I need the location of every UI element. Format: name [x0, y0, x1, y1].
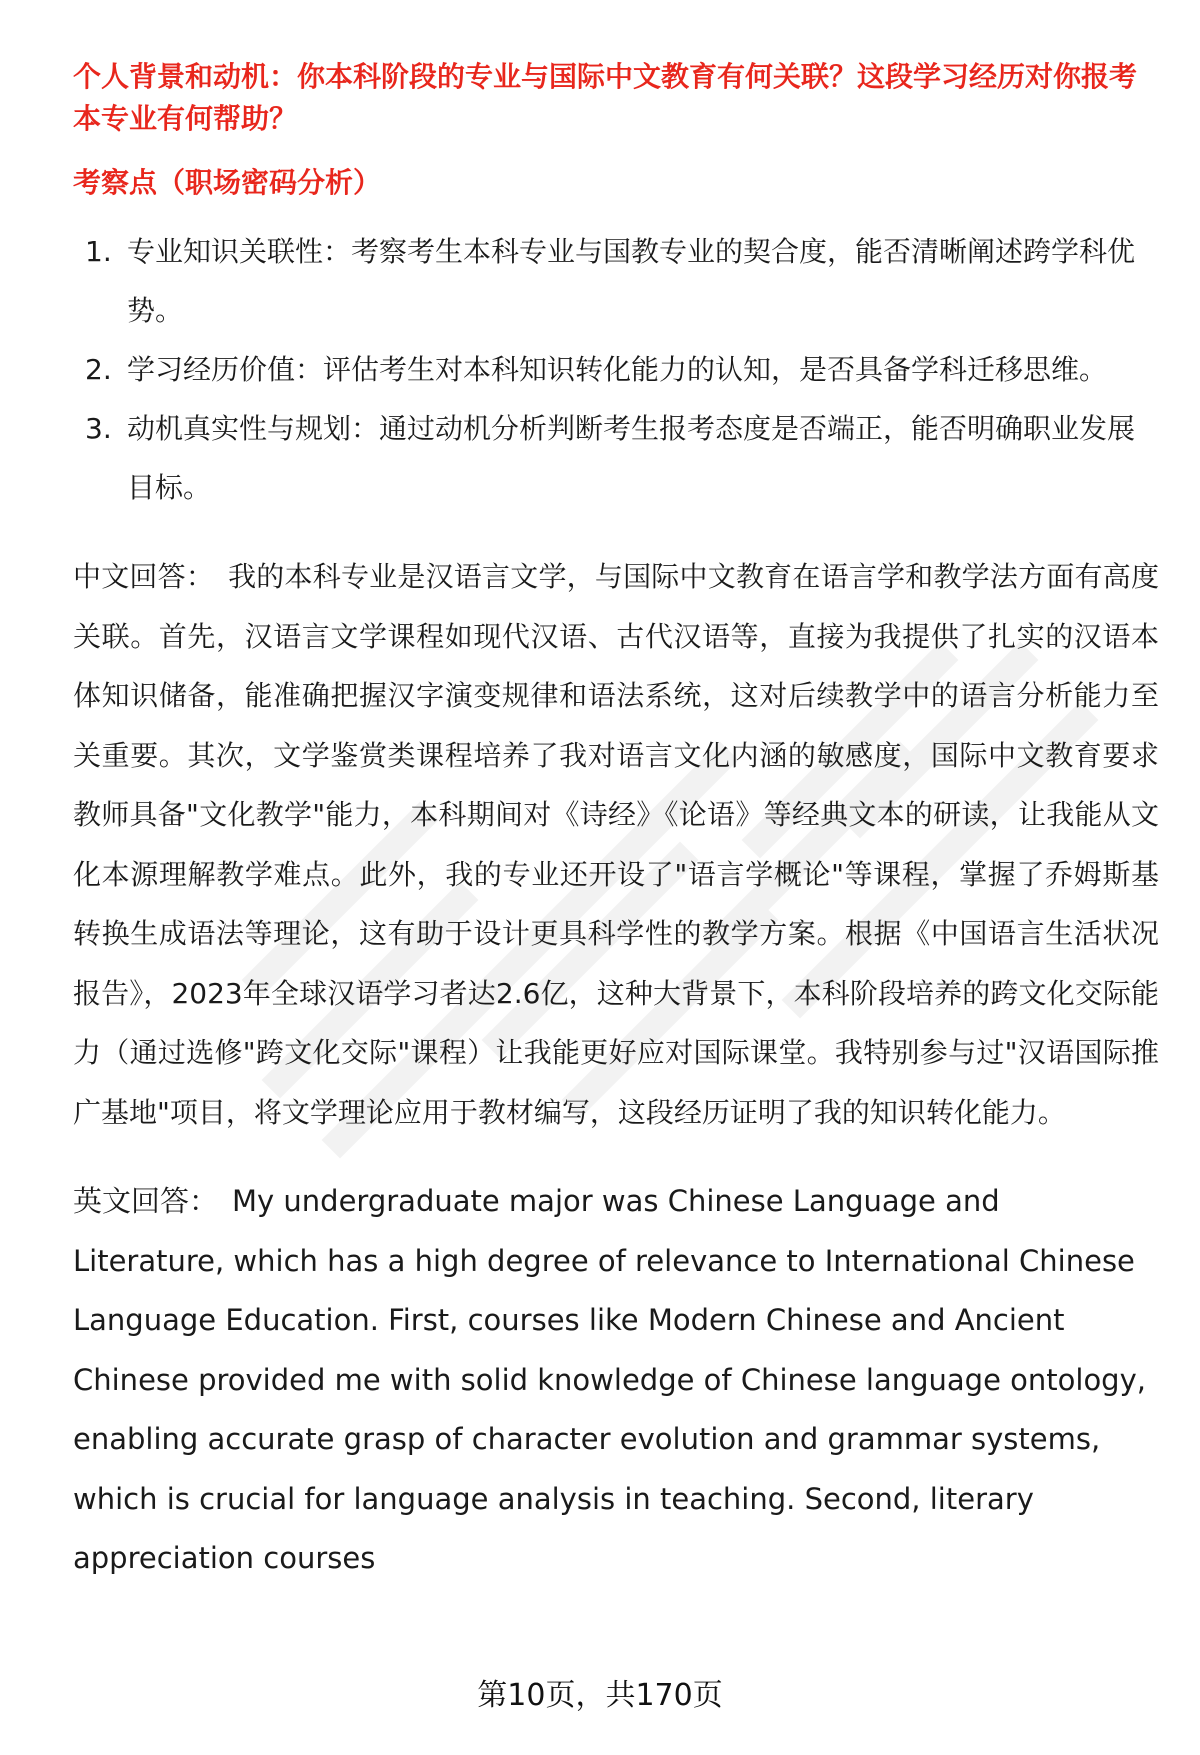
point-number: 3.: [85, 412, 112, 445]
evaluation-point: [73, 222, 1159, 340]
point-text: 专业知识关联性：考察考生本科专业与国教专业的契合度，能否清晰阐述跨学科优势。: [127, 235, 1136, 327]
chinese-answer-label: 中文回答：: [73, 560, 215, 593]
evaluation-point: [73, 399, 1159, 517]
document-page: [73, 56, 1159, 1589]
point-number: 2.: [85, 353, 112, 386]
section-heading: 考察点（职场密码分析）: [73, 166, 382, 199]
question-heading: 个人背景和动机：你本科阶段的专业与国际中文教育有何关联？这段学习经历对你报考本专业有何帮助？: [73, 60, 1138, 135]
point-number: 1.: [85, 235, 112, 268]
chinese-answer-text: 我的本科专业是汉语言文学，与国际中文教育在语言学和教学法方面有高度关联。首先，汉语言文学课程如现代汉语、古代汉语等，直接为我提供了扎实的汉语本体知识储备，能准确把握汉字演变规律和语法系统，这对后续教学中的语言分析能力至关重要。其次，文学鉴赏类课程培养了我对语言文化内涵的敏感度，国际中文教育要求教师具备"文化教学"能力，本科期间对《诗经》《论语》等经典文本的研读，让我能从文化本源理解教学难点。此外，我的专业还开设了"语言学概论"等课程，掌握了乔姆斯基转换生成语法等理论，这有助于设计更具科学性的教学方案。根据《中国语言生活状况报告》，2023年全球汉语学习者达2.6亿，这种大背景下，本科阶段培养的跨文化交际能力（通过选修"跨文化交际"课程）让我能更好应对国际课堂。我特别参与过"汉语国际推广基地"项目，将文学理论应用于教材编写，这段经历证明了我的知识转化能力。: [73, 560, 1159, 1129]
english-answer-label: 英文回答：: [73, 1184, 219, 1218]
chinese-answer: [73, 547, 1159, 1142]
english-answer-text: My undergraduate major was Chinese Language and Literature, which has a high degree of relevance to International Chinese Language Education. First, courses like Modern Chinese and Ancient Chinese provided me with solid knowledge of Chinese language ontology, enabling accurate grasp of character evolution and grammar systems, which is crucial for language analysis in teaching. Second, literary appreciation courses: [73, 1184, 1146, 1575]
point-text: 动机真实性与规划：通过动机分析判断考生报考态度是否端正，能否明确职业发展目标。: [127, 412, 1136, 504]
english-answer: [73, 1172, 1159, 1589]
evaluation-point: [73, 340, 1159, 399]
page-number-footer: 第10页，共170页: [477, 1678, 723, 1713]
evaluation-points-list: [73, 222, 1159, 517]
point-text: 学习经历价值：评估考生对本科知识转化能力的认知，是否具备学科迁移思维。: [127, 353, 1108, 386]
